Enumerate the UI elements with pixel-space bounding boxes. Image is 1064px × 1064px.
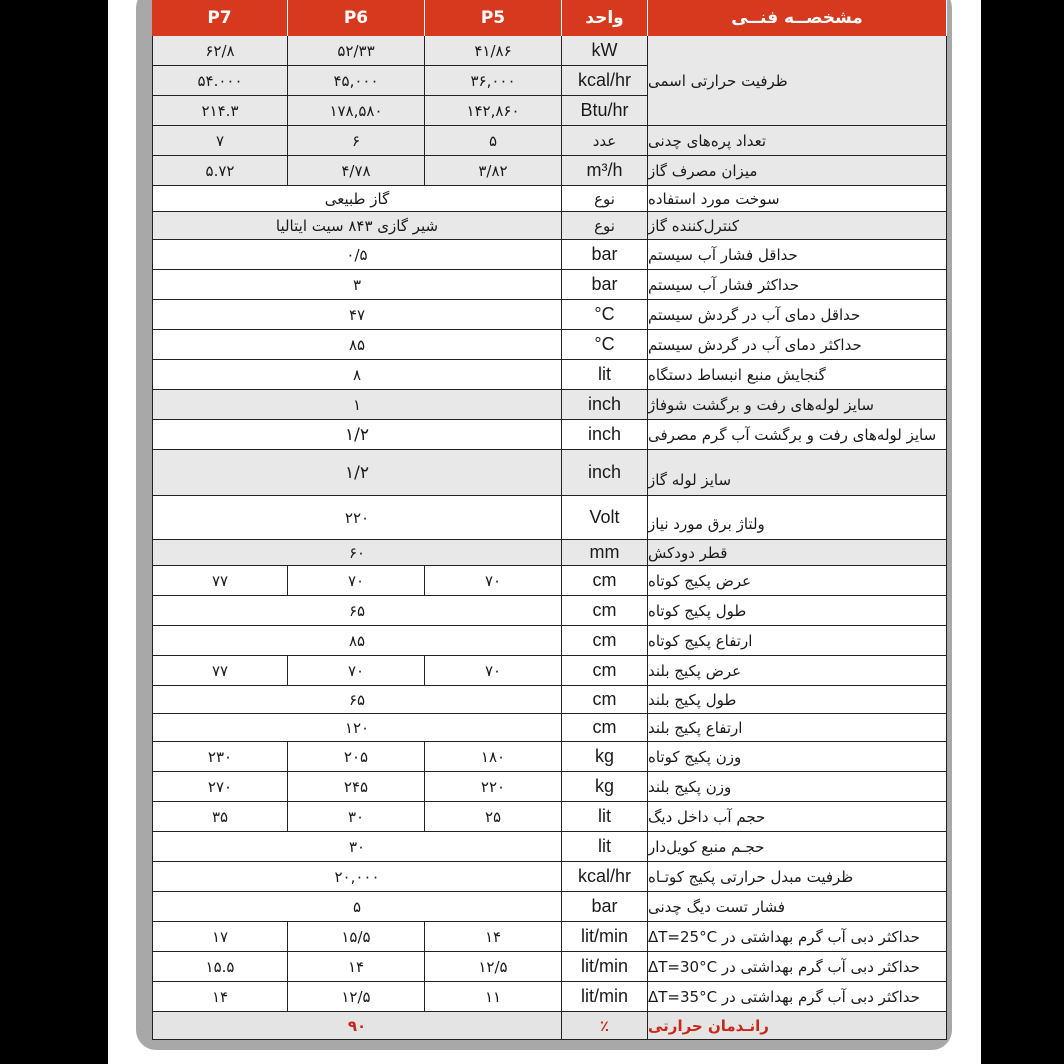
table-row <box>152 566 947 596</box>
table-row <box>152 656 947 686</box>
value-p6: ۳۰ <box>288 802 425 832</box>
unit-cell: cm <box>562 596 648 626</box>
unit-cell: نوع <box>562 186 648 212</box>
unit-cell: ٪ <box>562 1012 648 1040</box>
value-all-models: ۰/۵ <box>152 240 562 270</box>
value-p5: ۳۶,۰۰۰ <box>425 66 562 96</box>
value-all-models: گاز طبیعی <box>152 186 562 212</box>
table-row <box>152 802 947 832</box>
unit-cell: inch <box>562 390 648 420</box>
value-p7: ۷ <box>152 126 288 156</box>
spec-label: عرض پکیج کوتاه <box>648 566 947 596</box>
value-all-models: ۸ <box>152 360 562 390</box>
unit-cell: cm <box>562 566 648 596</box>
spec-label: تعداد پره‌های چدنی <box>648 126 947 156</box>
value-all-models: ۶۰ <box>152 540 562 566</box>
value-p5: ۳/۸۲ <box>425 156 562 186</box>
table-row <box>152 596 947 626</box>
value-all-models: ۹۰ <box>152 1012 562 1040</box>
header-spec: مشخصــه فنــی <box>648 0 947 36</box>
value-p5: ۲۲۰ <box>425 772 562 802</box>
table-row <box>152 270 947 300</box>
spec-label: قطر دودکش <box>648 540 947 566</box>
table-row <box>152 300 947 330</box>
value-p7: ۲۳۰ <box>152 742 288 772</box>
value-all-models: ۳۰ <box>152 832 562 862</box>
unit-cell: cm <box>562 686 648 714</box>
table-header <box>152 0 947 36</box>
spec-label: حداقل دمای آب در گردش سیستم <box>648 300 947 330</box>
unit-cell: kg <box>562 772 648 802</box>
spec-label: سایز لوله‌های رفت و برگشت آب گرم مصرفی <box>648 420 947 450</box>
spec-label: سایز لوله‌های رفت و برگشت شوفاژ <box>648 390 947 420</box>
table-row <box>152 126 947 156</box>
value-all-models: ۱۲۰ <box>152 714 562 742</box>
unit-cell: cm <box>562 714 648 742</box>
value-p5: ۱۴۲,۸۶۰ <box>425 96 562 126</box>
spec-label: حجـم منبع کویل‌دار <box>648 832 947 862</box>
table-row <box>152 450 947 496</box>
value-p7: ۵.۷۲ <box>152 156 288 186</box>
value-p6: ۴۵,۰۰۰ <box>288 66 425 96</box>
spec-label: عرض پکیج بلند <box>648 656 947 686</box>
value-p7: ۷۷ <box>152 566 288 596</box>
spec-table <box>152 0 947 1040</box>
table-row <box>152 1012 947 1040</box>
spec-label: حداکثر دبی آب گرم بهداشتی در ΔT=25°C <box>648 922 947 952</box>
header-p5: P5 <box>425 0 562 36</box>
table-row <box>152 240 947 270</box>
value-all-models: ۸۵ <box>152 626 562 656</box>
value-all-models: شیر گازی ۸۴۳ سیت ایتالیا <box>152 212 562 240</box>
spec-label: طول پکیج بلند <box>648 686 947 714</box>
value-p6: ۱۲/۵ <box>288 982 425 1012</box>
value-p5: ۱۸۰ <box>425 742 562 772</box>
spec-label: حداکثر دبی آب گرم بهداشتی در ΔT=35°C <box>648 982 947 1012</box>
table-row <box>152 626 947 656</box>
spec-label: وزن پکیج بلند <box>648 772 947 802</box>
value-all-models: ۱ <box>152 390 562 420</box>
unit-cell: °C <box>562 330 648 360</box>
value-p5: ۲۵ <box>425 802 562 832</box>
table-row <box>152 686 947 714</box>
unit-cell: cm <box>562 656 648 686</box>
value-p7: ۳۵ <box>152 802 288 832</box>
value-all-models: ۴۷ <box>152 300 562 330</box>
spec-label: ارتفاع پکیج بلند <box>648 714 947 742</box>
header-unit: واحد <box>562 0 648 36</box>
table-row <box>152 496 947 540</box>
value-p5: ۷۰ <box>425 656 562 686</box>
value-p5: ۱۱ <box>425 982 562 1012</box>
unit-cell: bar <box>562 892 648 922</box>
spec-label: رانـدمان حرارتی <box>648 1012 947 1040</box>
value-p5: ۱۲/۵ <box>425 952 562 982</box>
table-row <box>152 714 947 742</box>
table-row <box>152 420 947 450</box>
spec-label: حداقل فشار آب سیستم <box>648 240 947 270</box>
unit-cell: lit <box>562 802 648 832</box>
value-p5: ۱۴ <box>425 922 562 952</box>
value-p7: ۱۷ <box>152 922 288 952</box>
value-p7: ۱۵.۵ <box>152 952 288 982</box>
value-p7: ۲۷۰ <box>152 772 288 802</box>
unit-cell: lit/min <box>562 982 648 1012</box>
value-p7: ۱۴ <box>152 982 288 1012</box>
unit-cell: نوع <box>562 212 648 240</box>
spec-label: سایز لوله گاز <box>648 450 947 496</box>
unit-cell: عدد <box>562 126 648 156</box>
spec-label: حجم آب داخل دیگ <box>648 802 947 832</box>
unit-cell: lit/min <box>562 952 648 982</box>
unit-cell: kW <box>562 36 648 66</box>
table-row <box>152 330 947 360</box>
table-row <box>152 360 947 390</box>
table-row <box>152 862 947 892</box>
unit-cell: lit/min <box>562 922 648 952</box>
spec-label: سوخت مورد استفاده <box>648 186 947 212</box>
table-row <box>152 156 947 186</box>
table-row <box>152 540 947 566</box>
value-p6: ۶ <box>288 126 425 156</box>
table-row <box>152 832 947 862</box>
spec-label: ظرفیت حرارتی اسمی <box>648 36 947 126</box>
value-p6: ۵۲/۳۳ <box>288 36 425 66</box>
table-row <box>152 922 947 952</box>
unit-cell: cm <box>562 626 648 656</box>
spec-label: حداکثر دبی آب گرم بهداشتی در ΔT=30°C <box>648 952 947 982</box>
value-p5: ۴۱/۸۶ <box>425 36 562 66</box>
value-p6: ۱۷۸,۵۸۰ <box>288 96 425 126</box>
value-all-models: ۶۵ <box>152 596 562 626</box>
value-p7: ۲۱۴.۳ <box>152 96 288 126</box>
unit-cell: mm <box>562 540 648 566</box>
spec-label: حداکثر فشار آب سیستم <box>648 270 947 300</box>
unit-cell: kg <box>562 742 648 772</box>
value-p6: ۱۴ <box>288 952 425 982</box>
spec-label: ولتاژ برق مورد نیاز <box>648 496 947 540</box>
value-p5: ۷۰ <box>425 566 562 596</box>
header-p6: P6 <box>288 0 425 36</box>
unit-cell: kcal/hr <box>562 862 648 892</box>
unit-cell: bar <box>562 270 648 300</box>
unit-cell: Volt <box>562 496 648 540</box>
value-p6: ۷۰ <box>288 566 425 596</box>
value-p6: ۴/۷۸ <box>288 156 425 186</box>
spec-label: حداکثر دمای آب در گردش سیستم <box>648 330 947 360</box>
spec-label: طول پکیج کوتاه <box>648 596 947 626</box>
value-p7: ۶۲/۸ <box>152 36 288 66</box>
table-row <box>152 892 947 922</box>
unit-cell: inch <box>562 450 648 496</box>
spec-label: ظرفیت مبدل حرارتی پکیج کوتـاه <box>648 862 947 892</box>
value-all-models: ۲۲۰ <box>152 496 562 540</box>
value-p7: ۷۷ <box>152 656 288 686</box>
table-row <box>152 772 947 802</box>
table-row <box>152 212 947 240</box>
spec-label: میزان مصرف گاز <box>648 156 947 186</box>
value-all-models: ۲۰,۰۰۰ <box>152 862 562 892</box>
spec-label: گنجایش منبع انبساط دستگاه <box>648 360 947 390</box>
table-row <box>152 742 947 772</box>
table-row <box>152 390 947 420</box>
spec-label: وزن پکیج کوتاه <box>648 742 947 772</box>
value-all-models: ۶۵ <box>152 686 562 714</box>
unit-cell: °C <box>562 300 648 330</box>
value-p6: ۲۴۵ <box>288 772 425 802</box>
unit-cell: bar <box>562 240 648 270</box>
page <box>108 0 981 1064</box>
spec-label: کنترل‌کننده گاز <box>648 212 947 240</box>
value-all-models: ۱/۲ <box>152 420 562 450</box>
value-p7: ۵۴.۰۰۰ <box>152 66 288 96</box>
table-row <box>152 982 947 1012</box>
table-row <box>152 952 947 982</box>
value-all-models: ۱/۲ <box>152 450 562 496</box>
header-p7: P7 <box>152 0 288 36</box>
unit-cell: lit <box>562 360 648 390</box>
spec-label: فشار تست دیگ چدنی <box>648 892 947 922</box>
unit-cell: Btu/hr <box>562 96 648 126</box>
value-p6: ۷۰ <box>288 656 425 686</box>
unit-cell: kcal/hr <box>562 66 648 96</box>
spec-label: ارتفاع پکیج کوتاه <box>648 626 947 656</box>
unit-cell: lit <box>562 832 648 862</box>
value-all-models: ۳ <box>152 270 562 300</box>
unit-cell: m³/h <box>562 156 648 186</box>
value-all-models: ۸۵ <box>152 330 562 360</box>
value-p6: ۲۰۵ <box>288 742 425 772</box>
value-p5: ۵ <box>425 126 562 156</box>
value-all-models: ۵ <box>152 892 562 922</box>
value-p6: ۱۵/۵ <box>288 922 425 952</box>
table-row <box>152 186 947 212</box>
unit-cell: inch <box>562 420 648 450</box>
